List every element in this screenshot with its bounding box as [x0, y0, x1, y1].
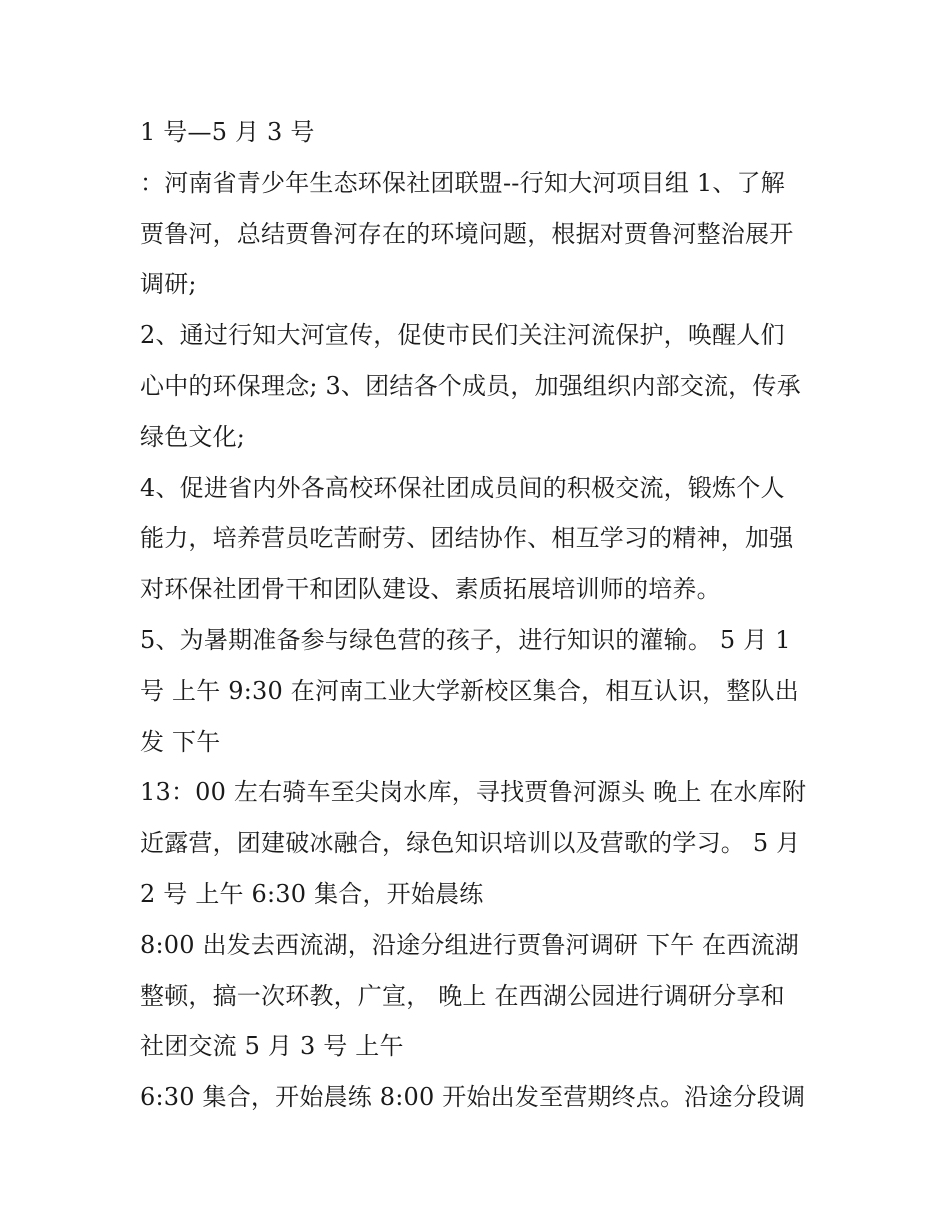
text-line: 调研; [140, 270, 197, 299]
text-line: 1 号—5 月 3 号 [140, 118, 315, 146]
text-line: 对环保社团骨干和团队建设、素质拓展培训师的培养。 [140, 575, 721, 604]
text-line: 8:00 出发去西流湖，沿途分组进行贾鲁河调研 下午 在西流湖 [140, 930, 799, 959]
text-line: 13：00 左右骑车至尖岗水库，寻找贾鲁河源头 晚上 在水库附 [140, 778, 807, 807]
text-line: 发 下午 [140, 727, 221, 756]
text-line: 2 号 上午 6:30 集合，开始晨练 [140, 879, 484, 908]
text-line: 近露营，团建破冰融合，绿色知识培训以及营歌的学习。 5 月 [140, 829, 801, 858]
text-line: 绿色文化; [140, 422, 246, 451]
text-line: 6:30 集合，开始晨练 8:00 开始出发至营期终点。沿途分段调 [140, 1083, 806, 1112]
text-line: ：河南省青少年生态环保社团联盟--行知大河项目组 1、了解 [140, 168, 785, 197]
text-line: 号 上午 9:30 在河南工业大学新校区集合，相互认识，整队出 [140, 676, 799, 705]
text-line: 整顿，搞一次环教，广宣， 晚上 在西湖公园进行调研分享和 [140, 981, 785, 1010]
text-line: 4、促进省内外各高校环保社团成员间的积极交流，锻炼个人 [140, 473, 785, 502]
text-line: 5、为暑期准备参与绿色营的孩子，进行知识的灌输。 5 月 1 [140, 625, 791, 654]
text-line: 贾鲁河，总结贾鲁河存在的环境问题，根据对贾鲁河整治展开 [140, 219, 794, 248]
text-line: 2、通过行知大河宣传，促使市民们关注河流保护，唤醒人们 [140, 321, 785, 350]
text-line: 社团交流 5 月 3 号 上午 [140, 1032, 404, 1061]
text-line: 能力，培养营员吃苦耐劳、团结协作、相互学习的精神，加强 [140, 524, 794, 553]
body-text [140, 107, 830, 1123]
text-line: 心中的环保理念; 3、团结各个成员，加强组织内部交流，传承 [140, 371, 801, 400]
